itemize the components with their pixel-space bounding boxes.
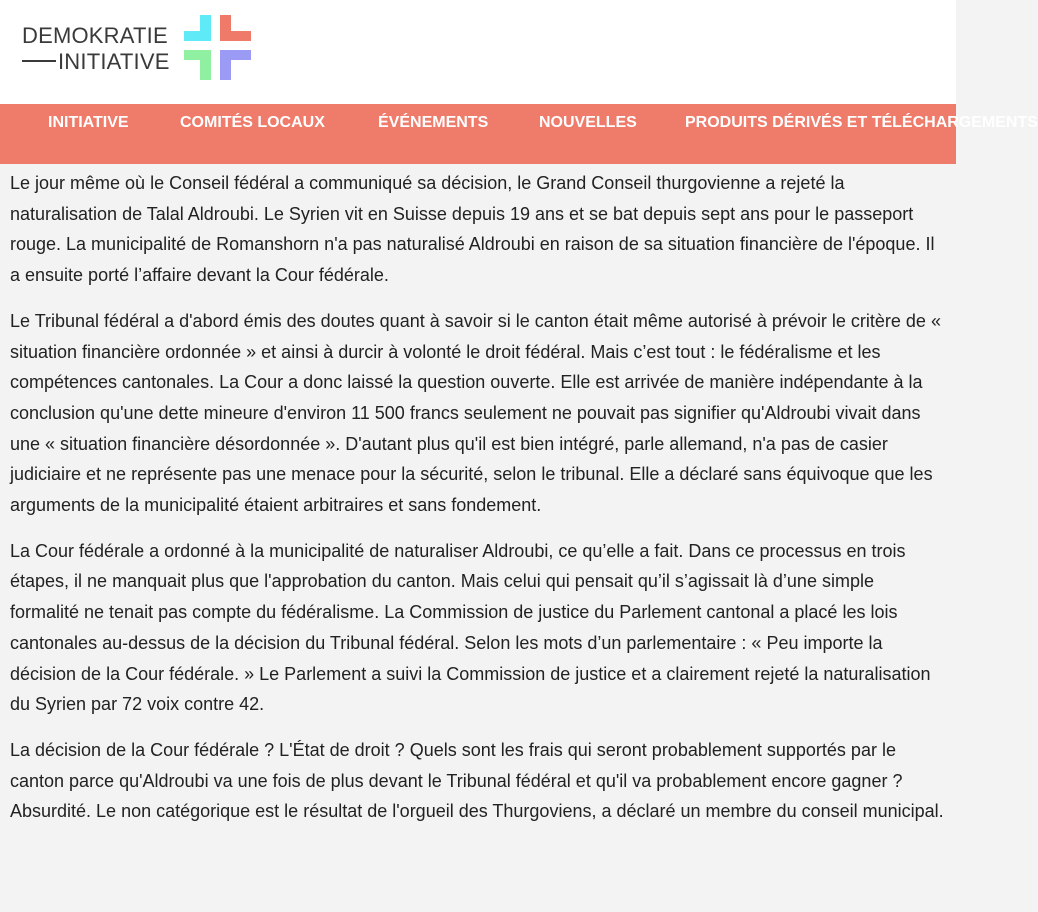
logo-dash [22,60,56,62]
nav-item-produits-derives[interactable]: PRODUITS DÉRIVÉS ET TÉLÉCHARGEMENTS [685,114,1038,131]
article-paragraph: Le Tribunal fédéral a d'abord émis des doutes quant à savoir si le canton était même autorisé à prévoir le critère de « situation financière ordonnée » et ainsi à durcir à volonté le droit fédéral. Mais c’est tout : le fédéralisme et les compétences cantonales. La Cour a donc laissé la question ouverte. Elle est arrivée de manière indépendante à la conclusion qu'une dette mineure d'environ 11 500 francs seulement ne pouvait pas signifier qu'Aldroubi vivait dans une « situation financière désordonnée ». D'autant plus qu'il est bien intégré, parle allemand, n'a pas de casier judiciaire et ne représente pas une menace pour la sécurité, selon le tribunal. Elle a déclaré sans équivoque que les arguments de la municipalité étaient arbitraires et sans fondement. [10,310,941,516]
logo-text-line2-word: INITIATIVE [58,49,170,74]
site-header [0,0,956,104]
article-paragraph: La décision de la Cour fédérale ? L'État de droit ? Quels sont les frais qui seront probablement supportés par le canton parce qu'Aldroubi va une fois de plus devant le Tribunal fédéral et qu'il va probablement encore gagner ? Absurdité. Le non catégorique est le résultat de l'orgueil des Thurgoviens, a déclaré un membre du conseil municipal. [10,739,944,822]
nav-item-initiative[interactable]: INITIATIVE [48,114,129,131]
logo-text-line1: DEMOKRATIE [22,23,168,48]
nav-item-evenements[interactable]: ÉVÉNEMENTS [378,114,489,131]
main-nav [0,104,1038,164]
article-body [10,168,946,842]
nav-item-comites-locaux[interactable]: COMITÉS LOCAUX [180,114,325,131]
site-logo[interactable] [22,15,262,85]
logo-cross-icon [184,15,256,83]
nav-item-nouvelles[interactable]: NOUVELLES [539,114,637,131]
logo-text-line2 [22,49,170,75]
article-paragraph: La Cour fédérale a ordonné à la municipalité de naturaliser Aldroubi, ce qu’elle a fait. Dans ce processus en trois étapes, il ne manquait plus que l'approbation du canton. Mais celui qui pensait qu’il s’agissait là d’une simple formalité ne tenait pas compte du fédéralisme. La Commission de justice du Parlement cantonal a placé les lois cantonales au-dessus de la décision du Tribunal fédéral. Selon les mots d’un parlementaire : « Peu importe la décision de la Cour fédérale. » Le Parlement a suivi la Commission de justice et a clairement rejeté la naturalisation du Syrien par 72 voix contre 42. [10,540,931,715]
article-paragraph: Le jour même où le Conseil fédéral a communiqué sa décision, le Grand Conseil thurgovienne a rejeté la naturalisation de Talal Aldroubi. Le Syrien vit en Suisse depuis 19 ans et se bat depuis sept ans pour le passeport rouge. La municipalité de Romanshorn n'a pas naturalisé Aldroubi en raison de sa situation financière de l'époque. Il a ensuite porté l’affaire devant la Cour fédérale. [10,173,935,286]
